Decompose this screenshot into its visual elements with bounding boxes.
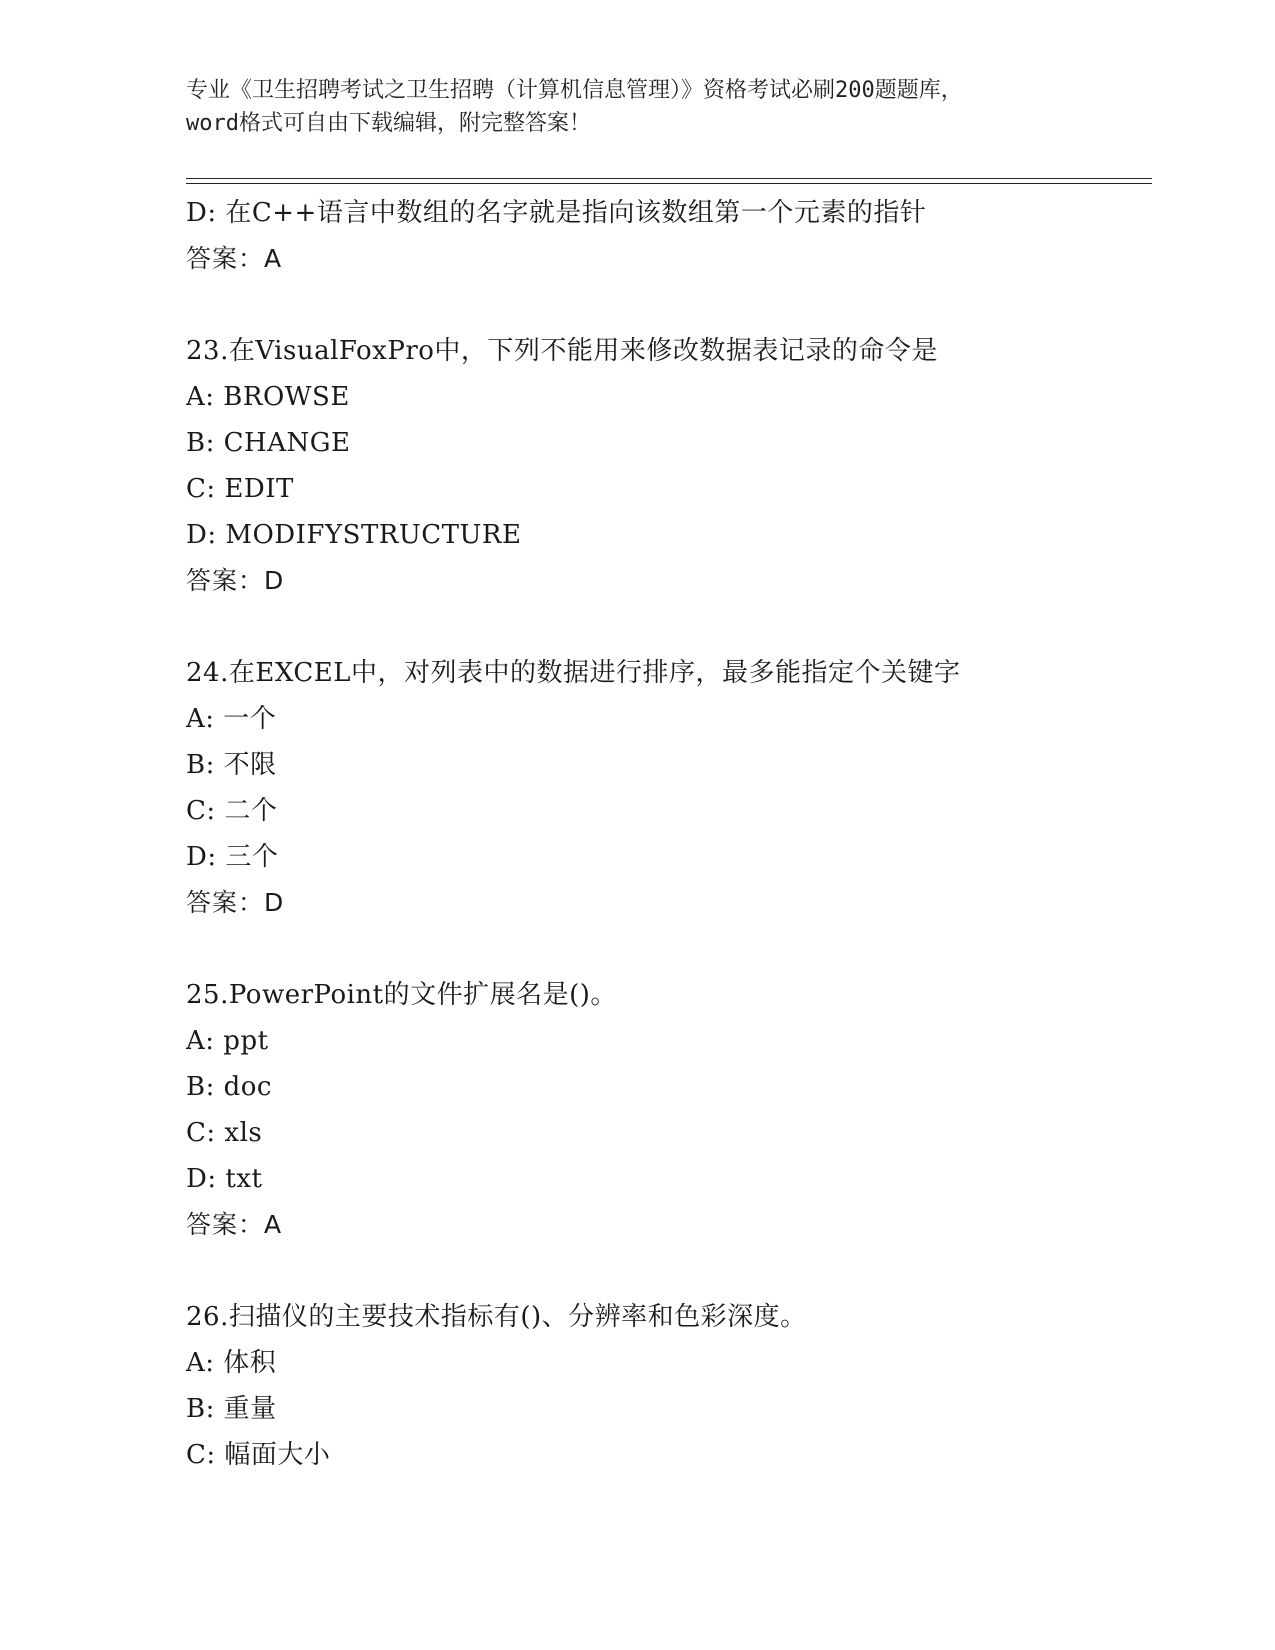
spacer bbox=[186, 926, 1152, 972]
option-a: A: ppt bbox=[186, 1026, 269, 1056]
question-22-continued bbox=[186, 190, 1152, 282]
option-b: B: 不限 bbox=[186, 750, 277, 780]
option-d: D: 三个 bbox=[186, 842, 279, 872]
question-stem: 26.扫描仪的主要技术指标有()、分辨率和色彩深度。 bbox=[186, 1302, 807, 1332]
spacer bbox=[186, 1248, 1152, 1294]
question-25 bbox=[186, 972, 1152, 1248]
option-b: B: 重量 bbox=[186, 1394, 277, 1424]
answer-line: 答案：A bbox=[186, 1210, 283, 1239]
header-title-line-1: 专业《卫生招聘考试之卫生招聘（计算机信息管理）》资格考试必刷200题题库， bbox=[186, 78, 963, 103]
question-24 bbox=[186, 650, 1152, 926]
question-stem: 23.在VisualFoxPro中，下列不能用来修改数据表记录的命令是 bbox=[186, 336, 938, 366]
option-a: A: BROWSE bbox=[186, 382, 350, 412]
option-b: B: doc bbox=[186, 1072, 272, 1102]
option-d: D: 在C++语言中数组的名字就是指向该数组第一个元素的指针 bbox=[186, 198, 927, 228]
spacer bbox=[186, 604, 1152, 650]
answer-line: 答案：D bbox=[186, 888, 285, 917]
spacer bbox=[186, 282, 1152, 328]
option-a: A: 一个 bbox=[186, 704, 277, 734]
option-b: B: CHANGE bbox=[186, 428, 351, 458]
option-c: C: EDIT bbox=[186, 474, 294, 504]
option-c: C: 幅面大小 bbox=[186, 1440, 331, 1470]
option-d: D: txt bbox=[186, 1164, 263, 1194]
question-stem: 24.在EXCEL中，对列表中的数据进行排序，最多能指定个关键字 bbox=[186, 658, 961, 688]
answer-line: 答案：A bbox=[186, 244, 283, 273]
question-23 bbox=[186, 328, 1152, 604]
option-d: D: MODIFYSTRUCTURE bbox=[186, 520, 522, 550]
question-stem: 25.PowerPoint的文件扩展名是()。 bbox=[186, 980, 617, 1010]
question-list bbox=[186, 190, 1152, 1478]
header-divider-top bbox=[186, 178, 1152, 179]
option-c: C: xls bbox=[186, 1118, 263, 1148]
document-header bbox=[186, 74, 1086, 140]
answer-line: 答案：D bbox=[186, 566, 285, 595]
option-a: A: 体积 bbox=[186, 1348, 277, 1378]
question-26 bbox=[186, 1294, 1152, 1478]
header-divider-bottom bbox=[186, 183, 1152, 184]
option-c: C: 二个 bbox=[186, 796, 278, 826]
header-title-line-2: word格式可自由下载编辑，附完整答案！ bbox=[186, 111, 591, 136]
